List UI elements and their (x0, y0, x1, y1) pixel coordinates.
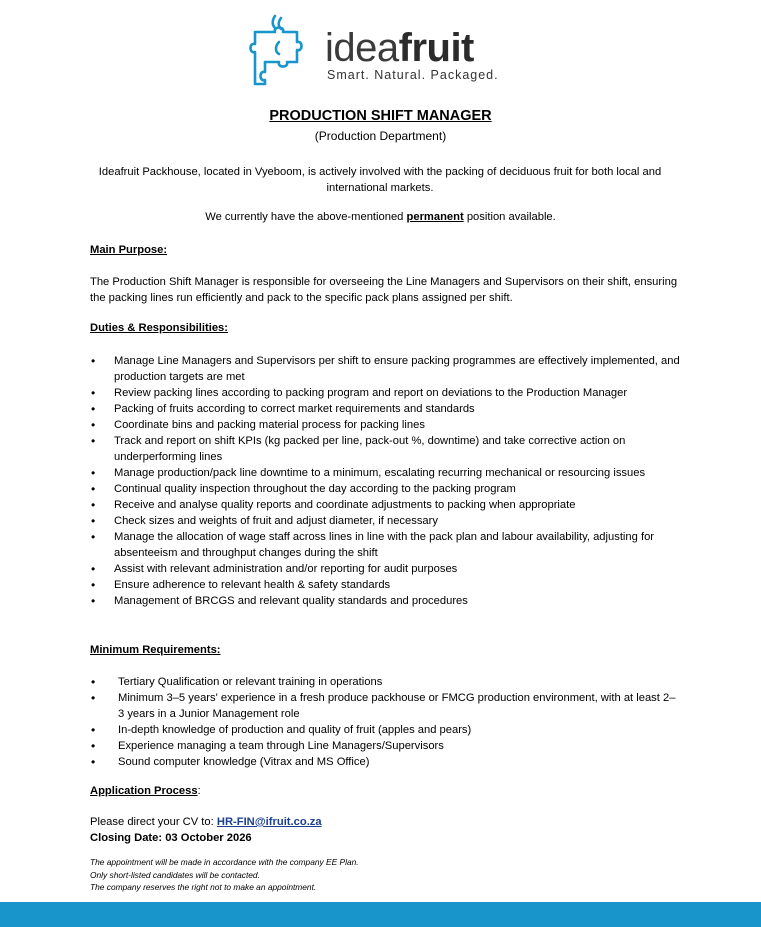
list-item: • Ensure adherence to relevant health & safety standards (90, 577, 680, 593)
fine-print-line: The appointment will be made in accordance with the company EE Plan. (90, 857, 359, 867)
list-item: • Manage Line Managers and Supervisors per shift to ensure packing programmes are effectively implemented, and production targets are met (90, 353, 680, 385)
list-item: • Tertiary Qualification or relevant training in operations (90, 674, 680, 690)
closing-date: Closing Date: 03 October 2026 (90, 832, 252, 844)
intro-paragraph: Ideafruit Packhouse, located in Vyeboom, is actively involved with the packing of deciduous fruit for both local and international markets. (98, 166, 662, 194)
list-item: • Coordinate bins and packing material process for packing lines (90, 417, 680, 433)
list-item: • Assist with relevant administration and/or reporting for audit purposes (90, 561, 680, 577)
main-purpose-text: The Production Shift Manager is responsible for overseeing the Line Managers and Supervisors on their shift, ensuring the packing lines run efficiently and pack to the specific pack plans assigned per shift. (90, 276, 678, 304)
list-item: • Manage the allocation of wage staff across lines in line with the pack plan and labour availability, adjusting for absenteeism and throughput changes during the shift (90, 529, 680, 561)
footer-bar (0, 902, 761, 927)
employment-type: permanent (406, 211, 464, 223)
list-item: • In-depth knowledge of production and quality of fruit (apples and pears) (90, 722, 680, 738)
department: (Production Department) (314, 129, 447, 143)
list-item: • Track and report on shift KPIs (kg packed per line, pack-out %, downtime) and take corrective action on underperforming lines (90, 433, 680, 465)
duties-heading: Duties & Responsibilities: (90, 322, 229, 334)
requirements-heading: Minimum Requirements: (90, 644, 221, 656)
brand-tagline: Smart. Natural. Packaged. (327, 68, 499, 82)
main-purpose-heading: Main Purpose: (90, 244, 168, 256)
list-item: • Manage production/pack line downtime to a minimum, escalating recurring mechanical or resourcing issues (90, 465, 680, 481)
list-item: • Receive and analyse quality reports and coordinate adjustments to packing when appropriate (90, 497, 680, 513)
list-item: • Management of BRCGS and relevant quality standards and procedures (90, 593, 680, 609)
email-link[interactable]: HR-FIN@ifruit.co.za (216, 816, 322, 828)
list-item: • Sound computer knowledge (Vitrax and MS Office) (90, 754, 680, 770)
availability-line: We currently have the above-mentioned permanent position available. (205, 211, 556, 223)
brand-name: ideafruit (325, 26, 474, 70)
list-item: • Check sizes and weights of fruit and adjust diameter, if necessary (90, 513, 680, 529)
list-item: • Review packing lines according to packing program and report on deviations to the Production Manager (90, 385, 680, 401)
job-title: PRODUCTION SHIFT MANAGER (269, 108, 492, 124)
fine-print (90, 856, 359, 894)
list-item: • Experience managing a team through Line Managers/Supervisors (90, 738, 680, 754)
list-item: • Packing of fruits according to correct market requirements and standards (90, 401, 680, 417)
duties-list (90, 353, 680, 609)
fine-print-line: The company reserves the right not to make an appointment. (90, 882, 317, 892)
puzzle-fruit-icon (245, 12, 317, 87)
application-heading: Application Process: (90, 785, 201, 797)
list-item: • Minimum 3–5 years' experience in a fresh produce packhouse or FMCG production environment, with at least 2–3 years in a Junior Management role (90, 690, 680, 722)
company-logo (245, 12, 499, 87)
cv-instruction: Please direct your CV to: HR-FIN@ifruit.co.za (90, 816, 322, 828)
fine-print-line: Only short-listed candidates will be contacted. (90, 869, 260, 880)
requirements-list (90, 674, 680, 770)
list-item: • Continual quality inspection throughout the day according to the packing program (90, 481, 680, 497)
